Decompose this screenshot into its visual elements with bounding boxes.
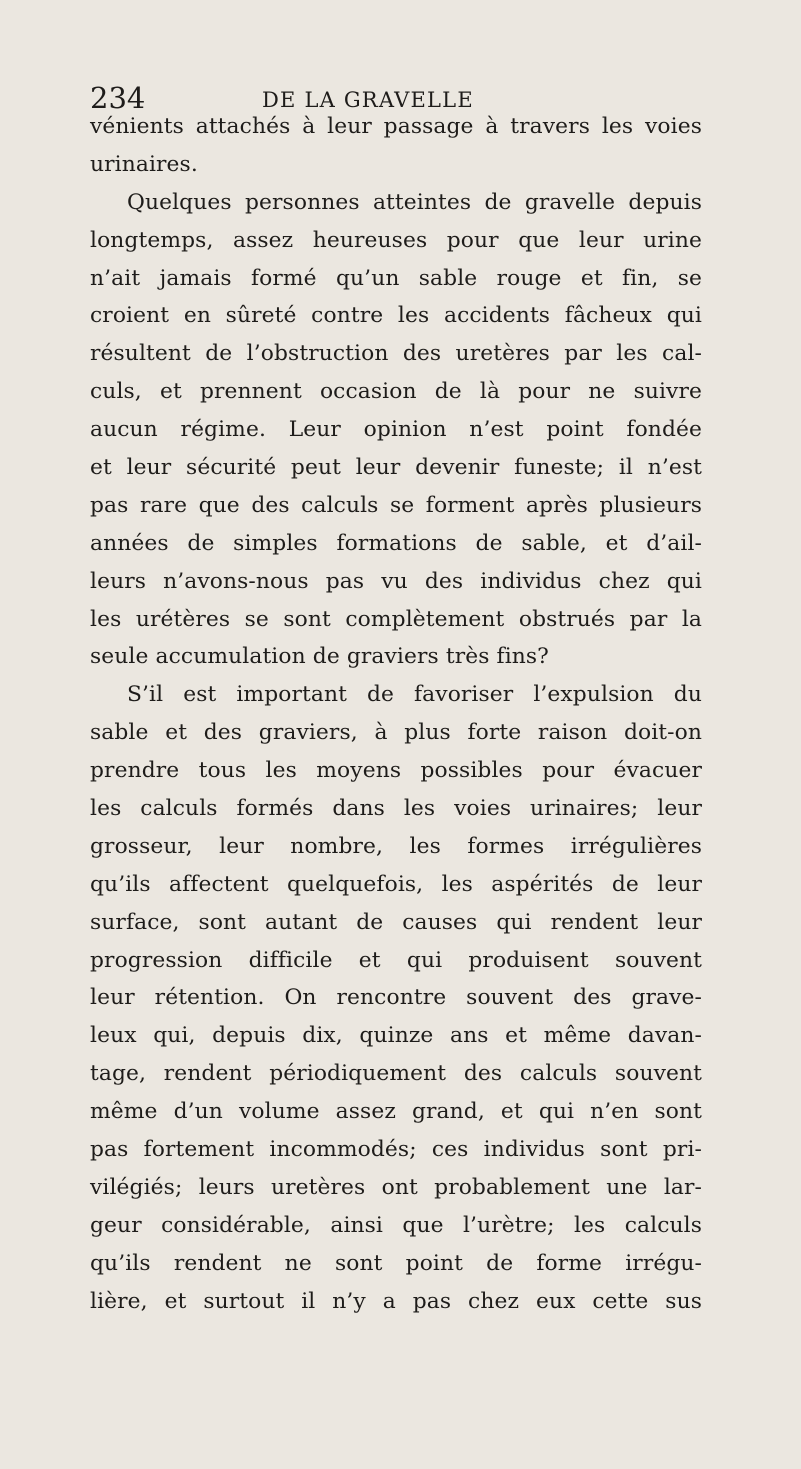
text-line: lière, et surtout il n’y a pas chez eux cette sus (90, 1288, 702, 1314)
text-line: leux qui, depuis dix, quinze ans et même davan- (90, 1023, 702, 1049)
text-line: sable et des graviers, à plus forte raison doit-on (90, 720, 702, 746)
text-line: grosseur, leur nombre, les formes irrégulières (90, 833, 702, 859)
text-line: leurs n’avons-nous pas vu des individus chez qui (90, 568, 702, 594)
text-line: qu’ils affectent quelquefois, les aspérités de leur (90, 871, 702, 897)
text-line: pas rare que des calculs se forment après plusieurs (90, 492, 702, 518)
text-line: leur rétention. On rencontre souvent des grave- (90, 985, 702, 1011)
text-line: Quelques personnes atteintes de gravelle depuis (127, 189, 702, 215)
text-line: tage, rendent périodiquement des calculs souvent (90, 1061, 702, 1087)
text-line: S’il est important de favoriser l’expulsion du (127, 682, 702, 708)
text-line: même d’un volume assez grand, et qui n’en sont (90, 1099, 702, 1125)
text-line: les urétères se sont complètement obstrués par la (90, 606, 702, 632)
text-line: qu’ils rendent ne sont point de forme irrégu- (90, 1250, 702, 1276)
text-line: longtemps, assez heureuses pour que leur urine (90, 227, 702, 253)
text-line: culs, et prennent occasion de là pour ne suivre (90, 379, 702, 405)
text-line: geur considérable, ainsi que l’urètre; les calculs (90, 1212, 702, 1238)
text-line: urinaires. (90, 151, 198, 177)
text-line: les calculs formés dans les voies urinaires; leur (90, 796, 702, 822)
text-line: aucun régime. Leur opinion n’est point fondée (90, 417, 702, 443)
body-text (90, 108, 702, 1321)
text-line: seule accumulation de graviers très fins? (90, 644, 549, 670)
text-line: surface, sont autant de causes qui rendent leur (90, 909, 702, 935)
text-line: pas fortement incommodés; ces individus sont pri- (90, 1137, 702, 1163)
text-line: années de simples formations de sable, et d’ail- (90, 530, 702, 556)
text-line: vénients attachés à leur passage à travers les voies (90, 114, 702, 139)
text-line: croient en sûreté contre les accidents fâcheux qui (90, 303, 702, 329)
text-line: progression difficile et qui produisent souvent (90, 947, 702, 973)
text-line: résultent de l’obstruction des uretères par les cal- (90, 341, 702, 367)
text-line: vilégiés; leurs uretères ont probablement une lar- (90, 1174, 702, 1200)
page-number: 234 (90, 81, 146, 115)
text-line: n’ait jamais formé qu’un sable rouge et fin, se (90, 265, 702, 291)
running-title: DE LA GRAVELLE (262, 88, 474, 112)
text-line: et leur sécurité peut leur devenir funeste; il n’est (90, 455, 702, 481)
text-line: prendre tous les moyens possibles pour évacuer (90, 758, 702, 784)
